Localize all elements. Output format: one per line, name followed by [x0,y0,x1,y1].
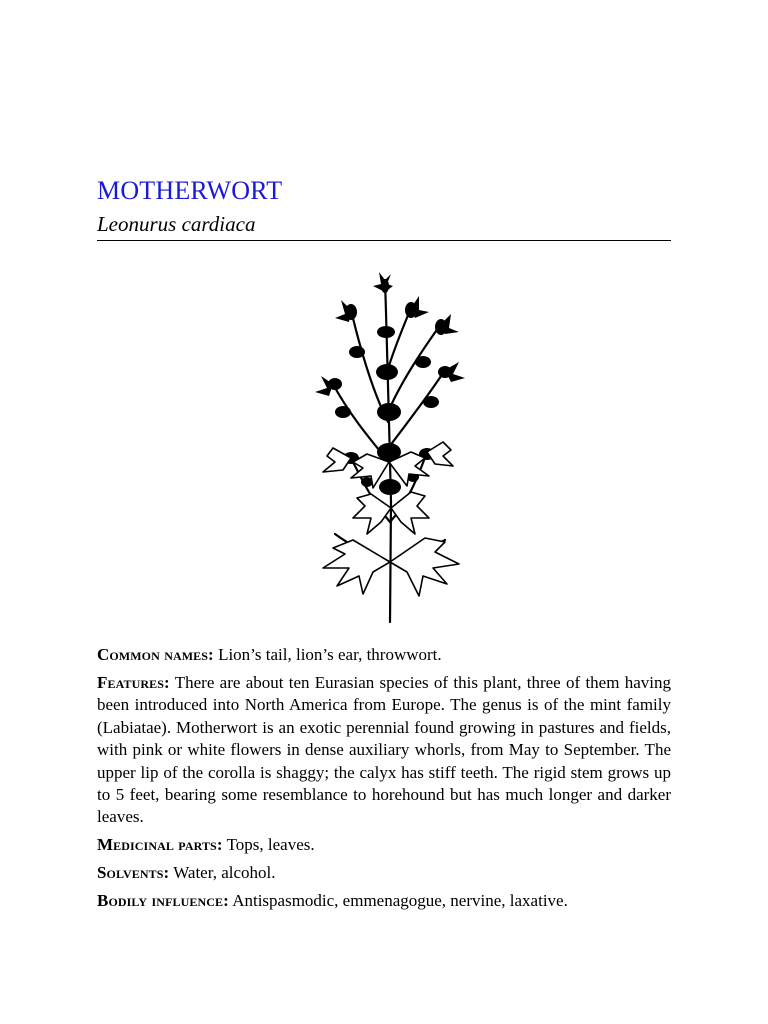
medicinal-parts-label: Medicinal parts: [97,835,223,855]
common-names-text: Lion’s tail, lion’s ear, throwwort. [218,645,442,664]
features-text: There are about ten Eurasian species of this plant, three of them having been introduced into North America from Europe. The genus is of the mint family (Labiatae). Motherwort is an exotic perennial found growing in pastures and fields, with pink or white flowers in dense auxiliary whorls, from May to September. The upper lip of the corolla is shaggy; the calyx has stiff teeth. The rigid stem grows up to 5 feet, bearing some resemblance to horehound but has much longer and darker leaves. [97,673,671,827]
medicinal-parts-text: Tops, leaves. [226,835,315,855]
common-names-entry [97,644,671,666]
latin-name: Leonurus cardiaca [97,212,256,236]
herbal-page [97,0,671,1024]
features-entry [97,672,671,829]
herb-details [97,644,671,918]
features-label: Features: [97,673,170,692]
bodily-influence-entry [97,890,671,912]
bodily-influence-text: Antispasmodic, emmenagogue, nervine, laxative. [232,891,568,911]
page-title: MOTHERWORT [97,176,283,205]
solvents-label: Solvents: [97,863,170,883]
medicinal-parts-entry [97,834,671,856]
motherwort-plant-illustration [293,272,483,624]
title-divider [97,240,671,241]
plant-drawing [293,272,483,624]
bodily-influence-label: Bodily influence: [97,891,229,911]
solvents-entry [97,862,671,884]
solvents-text: Water, alcohol. [173,863,276,883]
common-names-label: Common names: [97,645,214,664]
